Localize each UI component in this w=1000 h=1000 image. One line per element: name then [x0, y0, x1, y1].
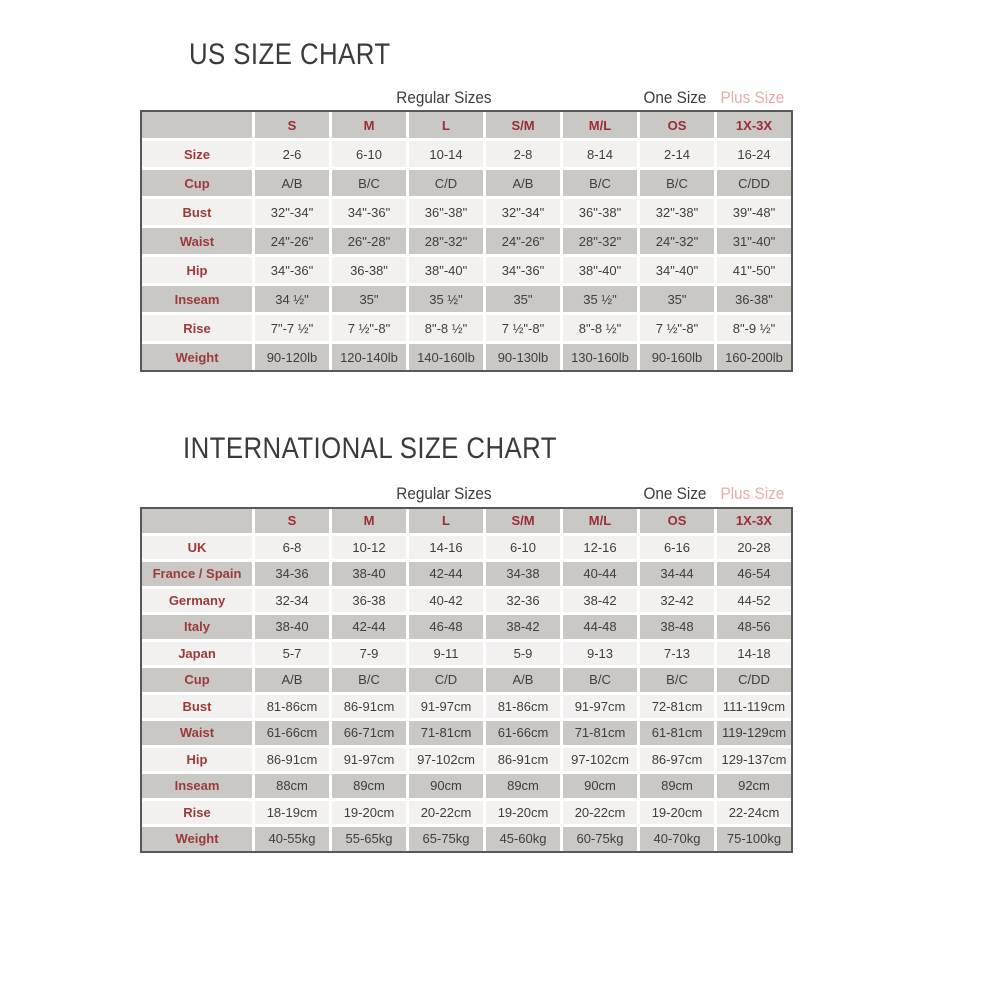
us-one-size-label — [638, 84, 712, 108]
table-cell: 22-24cm — [717, 801, 791, 825]
row-label: Germany — [142, 589, 252, 613]
table-cell: 28"-32" — [409, 228, 483, 254]
table-cell: 46-48 — [409, 615, 483, 639]
row-label: Inseam — [142, 286, 252, 312]
row-label: Size — [142, 141, 252, 167]
column-header: S/M — [486, 112, 560, 138]
row-label: Waist — [142, 228, 252, 254]
table-cell: 36"-38" — [409, 199, 483, 225]
table-cell: 111-119cm — [717, 695, 791, 719]
table-cell: 5-9 — [486, 642, 560, 666]
table-cell: 86-97cm — [640, 748, 714, 772]
table-cell: 35" — [486, 286, 560, 312]
table-cell: B/C — [640, 668, 714, 692]
column-header: L — [409, 112, 483, 138]
table-cell: 32-36 — [486, 589, 560, 613]
table-cell: 36-38 — [332, 589, 406, 613]
table-cell: 160-200lb — [717, 344, 791, 370]
table-cell: 38-42 — [486, 615, 560, 639]
table-cell: 32-42 — [640, 589, 714, 613]
table-cell: 7-13 — [640, 642, 714, 666]
table-cell: 75-100kg — [717, 827, 791, 851]
table-cell: 42-44 — [409, 562, 483, 586]
table-cell: 6-16 — [640, 536, 714, 560]
table-cell: 38"-40" — [409, 257, 483, 283]
table-cell: 34-44 — [640, 562, 714, 586]
table-cell: 71-81cm — [563, 721, 637, 745]
table-cell: 90cm — [563, 774, 637, 798]
table-cell: 38-42 — [563, 589, 637, 613]
table-cell: 36-38" — [717, 286, 791, 312]
table-cell: 5-7 — [255, 642, 329, 666]
table-cell: 8"-9 ½" — [717, 315, 791, 341]
table-cell: 34 ½" — [255, 286, 329, 312]
table-cell: 31"-40" — [717, 228, 791, 254]
intl-size-table — [140, 507, 793, 853]
table-cell: 91-97cm — [563, 695, 637, 719]
table-cell: 6-8 — [255, 536, 329, 560]
table-cell: 24"-32" — [640, 228, 714, 254]
table-cell: 89cm — [332, 774, 406, 798]
table-cell: 6-10 — [486, 536, 560, 560]
table-cell: 9-11 — [409, 642, 483, 666]
table-cell: 38"-40" — [563, 257, 637, 283]
table-cell: 44-52 — [717, 589, 791, 613]
table-cell: 140-160lb — [409, 344, 483, 370]
table-cell: 38-40 — [332, 562, 406, 586]
table-cell: 34-38 — [486, 562, 560, 586]
us-group-header-row — [140, 84, 789, 108]
table-cell: 10-12 — [332, 536, 406, 560]
column-header: S — [255, 112, 329, 138]
table-cell: 89cm — [640, 774, 714, 798]
us-size-chart-title: US SIZE CHART — [189, 38, 391, 71]
row-label: Rise — [142, 315, 252, 341]
intl-regular-sizes-label — [253, 480, 635, 504]
row-label: Hip — [142, 257, 252, 283]
table-cell: 61-66cm — [255, 721, 329, 745]
table-cell: 90-130lb — [486, 344, 560, 370]
table-cell: C/DD — [717, 170, 791, 196]
row-label: Rise — [142, 801, 252, 825]
intl-plus-size-label — [715, 480, 789, 504]
table-cell: 35" — [640, 286, 714, 312]
table-cell: 40-42 — [409, 589, 483, 613]
table-cell: 42-44 — [332, 615, 406, 639]
row-label: Italy — [142, 615, 252, 639]
table-cell: 38-48 — [640, 615, 714, 639]
row-label: Cup — [142, 668, 252, 692]
table-cell: 19-20cm — [486, 801, 560, 825]
table-cell: 81-86cm — [486, 695, 560, 719]
table-cell: 61-66cm — [486, 721, 560, 745]
table-cell: 92cm — [717, 774, 791, 798]
table-cell: 34"-36" — [255, 257, 329, 283]
column-header: OS — [640, 509, 714, 533]
table-cell: 2-6 — [255, 141, 329, 167]
table-cell: 2-8 — [486, 141, 560, 167]
column-header: M/L — [563, 112, 637, 138]
table-cell: 7 ½"-8" — [640, 315, 714, 341]
table-cell: 34-36 — [255, 562, 329, 586]
table-cell: 60-75kg — [563, 827, 637, 851]
table-cell: B/C — [640, 170, 714, 196]
table-cell: 8"-8 ½" — [409, 315, 483, 341]
row-label: Cup — [142, 170, 252, 196]
table-cell: 71-81cm — [409, 721, 483, 745]
table-cell: 90-160lb — [640, 344, 714, 370]
table-cell: 35 ½" — [563, 286, 637, 312]
us-plus-size-text: Plus Size — [720, 88, 784, 108]
table-cell: 7"-7 ½" — [255, 315, 329, 341]
row-label: Hip — [142, 748, 252, 772]
table-cell: 36"-38" — [563, 199, 637, 225]
table-cell: 65-75kg — [409, 827, 483, 851]
table-cell: 26"-28" — [332, 228, 406, 254]
table-cell: 55-65kg — [332, 827, 406, 851]
intl-regular-sizes-text: Regular Sizes — [396, 484, 492, 504]
table-cell: 8-14 — [563, 141, 637, 167]
table-cell: 90-120lb — [255, 344, 329, 370]
column-header: M/L — [563, 509, 637, 533]
table-cell: 91-97cm — [409, 695, 483, 719]
us-plus-size-label — [715, 84, 789, 108]
table-cell: 20-22cm — [409, 801, 483, 825]
us-regular-sizes-label — [253, 84, 635, 108]
table-cell: A/B — [255, 170, 329, 196]
table-cell: 34"-36" — [486, 257, 560, 283]
column-header: OS — [640, 112, 714, 138]
table-cell: 119-129cm — [717, 721, 791, 745]
table-cell: 7 ½"-8" — [486, 315, 560, 341]
table-cell: 97-102cm — [563, 748, 637, 772]
table-cell: 86-91cm — [486, 748, 560, 772]
table-cell: 32-34 — [255, 589, 329, 613]
table-cell: 12-16 — [563, 536, 637, 560]
table-cell: 32"-34" — [255, 199, 329, 225]
table-cell: 19-20cm — [640, 801, 714, 825]
row-label: Japan — [142, 642, 252, 666]
table-cell: 120-140lb — [332, 344, 406, 370]
intl-plus-size-text: Plus Size — [720, 484, 784, 504]
table-cell: 66-71cm — [332, 721, 406, 745]
table-cell: 41"-50" — [717, 257, 791, 283]
us-one-size-text: One Size — [643, 88, 707, 108]
table-cell: 14-16 — [409, 536, 483, 560]
table-cell: 16-24 — [717, 141, 791, 167]
table-cell: C/DD — [717, 668, 791, 692]
table-cell: 14-18 — [717, 642, 791, 666]
table-cell: 40-70kg — [640, 827, 714, 851]
intl-group-header-row — [140, 480, 789, 504]
row-label: Weight — [142, 344, 252, 370]
table-cell: 86-91cm — [255, 748, 329, 772]
us-regular-sizes-text: Regular Sizes — [396, 88, 492, 108]
table-cell: A/B — [486, 170, 560, 196]
column-header: S/M — [486, 509, 560, 533]
table-cell: 39"-48" — [717, 199, 791, 225]
table-cell: 2-14 — [640, 141, 714, 167]
us-size-table — [140, 110, 793, 372]
column-header: M — [332, 112, 406, 138]
table-cell: B/C — [332, 170, 406, 196]
table-cell: 35" — [332, 286, 406, 312]
table-cell: 34"-40" — [640, 257, 714, 283]
row-label: France / Spain — [142, 562, 252, 586]
table-cell: 38-40 — [255, 615, 329, 639]
table-cell: 40-44 — [563, 562, 637, 586]
table-cell: 90cm — [409, 774, 483, 798]
table-cell: 32"-38" — [640, 199, 714, 225]
row-label: Weight — [142, 827, 252, 851]
table-cell: 7-9 — [332, 642, 406, 666]
table-cell: 97-102cm — [409, 748, 483, 772]
intl-one-size-label — [638, 480, 712, 504]
row-label: Bust — [142, 199, 252, 225]
table-cell: C/D — [409, 668, 483, 692]
table-cell: 24"-26" — [255, 228, 329, 254]
table-cell: B/C — [563, 668, 637, 692]
table-cell: 48-56 — [717, 615, 791, 639]
row-label: Bust — [142, 695, 252, 719]
table-cell: 91-97cm — [332, 748, 406, 772]
table-cell: 88cm — [255, 774, 329, 798]
table-cell: 32"-34" — [486, 199, 560, 225]
table-cell: 6-10 — [332, 141, 406, 167]
table-cell: C/D — [409, 170, 483, 196]
table-cell: 34"-36" — [332, 199, 406, 225]
row-label: UK — [142, 536, 252, 560]
table-cell: 18-19cm — [255, 801, 329, 825]
table-cell: 28"-32" — [563, 228, 637, 254]
column-header: 1X-3X — [717, 112, 791, 138]
column-header: S — [255, 509, 329, 533]
column-header: L — [409, 509, 483, 533]
table-cell: 8"-8 ½" — [563, 315, 637, 341]
table-corner-cell — [142, 509, 252, 533]
row-label: Waist — [142, 721, 252, 745]
table-corner-cell — [142, 112, 252, 138]
intl-one-size-text: One Size — [643, 484, 707, 504]
table-cell: 40-55kg — [255, 827, 329, 851]
table-cell: 61-81cm — [640, 721, 714, 745]
table-cell: B/C — [563, 170, 637, 196]
table-cell: 81-86cm — [255, 695, 329, 719]
row-label: Inseam — [142, 774, 252, 798]
table-cell: 36-38" — [332, 257, 406, 283]
table-cell: 7 ½"-8" — [332, 315, 406, 341]
table-cell: A/B — [486, 668, 560, 692]
column-header: 1X-3X — [717, 509, 791, 533]
table-cell: 45-60kg — [486, 827, 560, 851]
table-cell: 24"-26" — [486, 228, 560, 254]
table-cell: 20-22cm — [563, 801, 637, 825]
table-cell: 130-160lb — [563, 344, 637, 370]
table-cell: 44-48 — [563, 615, 637, 639]
international-size-chart-title: INTERNATIONAL SIZE CHART — [183, 432, 557, 465]
table-cell: 19-20cm — [332, 801, 406, 825]
table-cell: 35 ½" — [409, 286, 483, 312]
table-cell: 10-14 — [409, 141, 483, 167]
table-cell: 20-28 — [717, 536, 791, 560]
table-cell: 86-91cm — [332, 695, 406, 719]
table-cell: A/B — [255, 668, 329, 692]
table-cell: 46-54 — [717, 562, 791, 586]
table-cell: 72-81cm — [640, 695, 714, 719]
table-cell: 9-13 — [563, 642, 637, 666]
table-cell: 129-137cm — [717, 748, 791, 772]
table-cell: 89cm — [486, 774, 560, 798]
table-cell: B/C — [332, 668, 406, 692]
column-header: M — [332, 509, 406, 533]
